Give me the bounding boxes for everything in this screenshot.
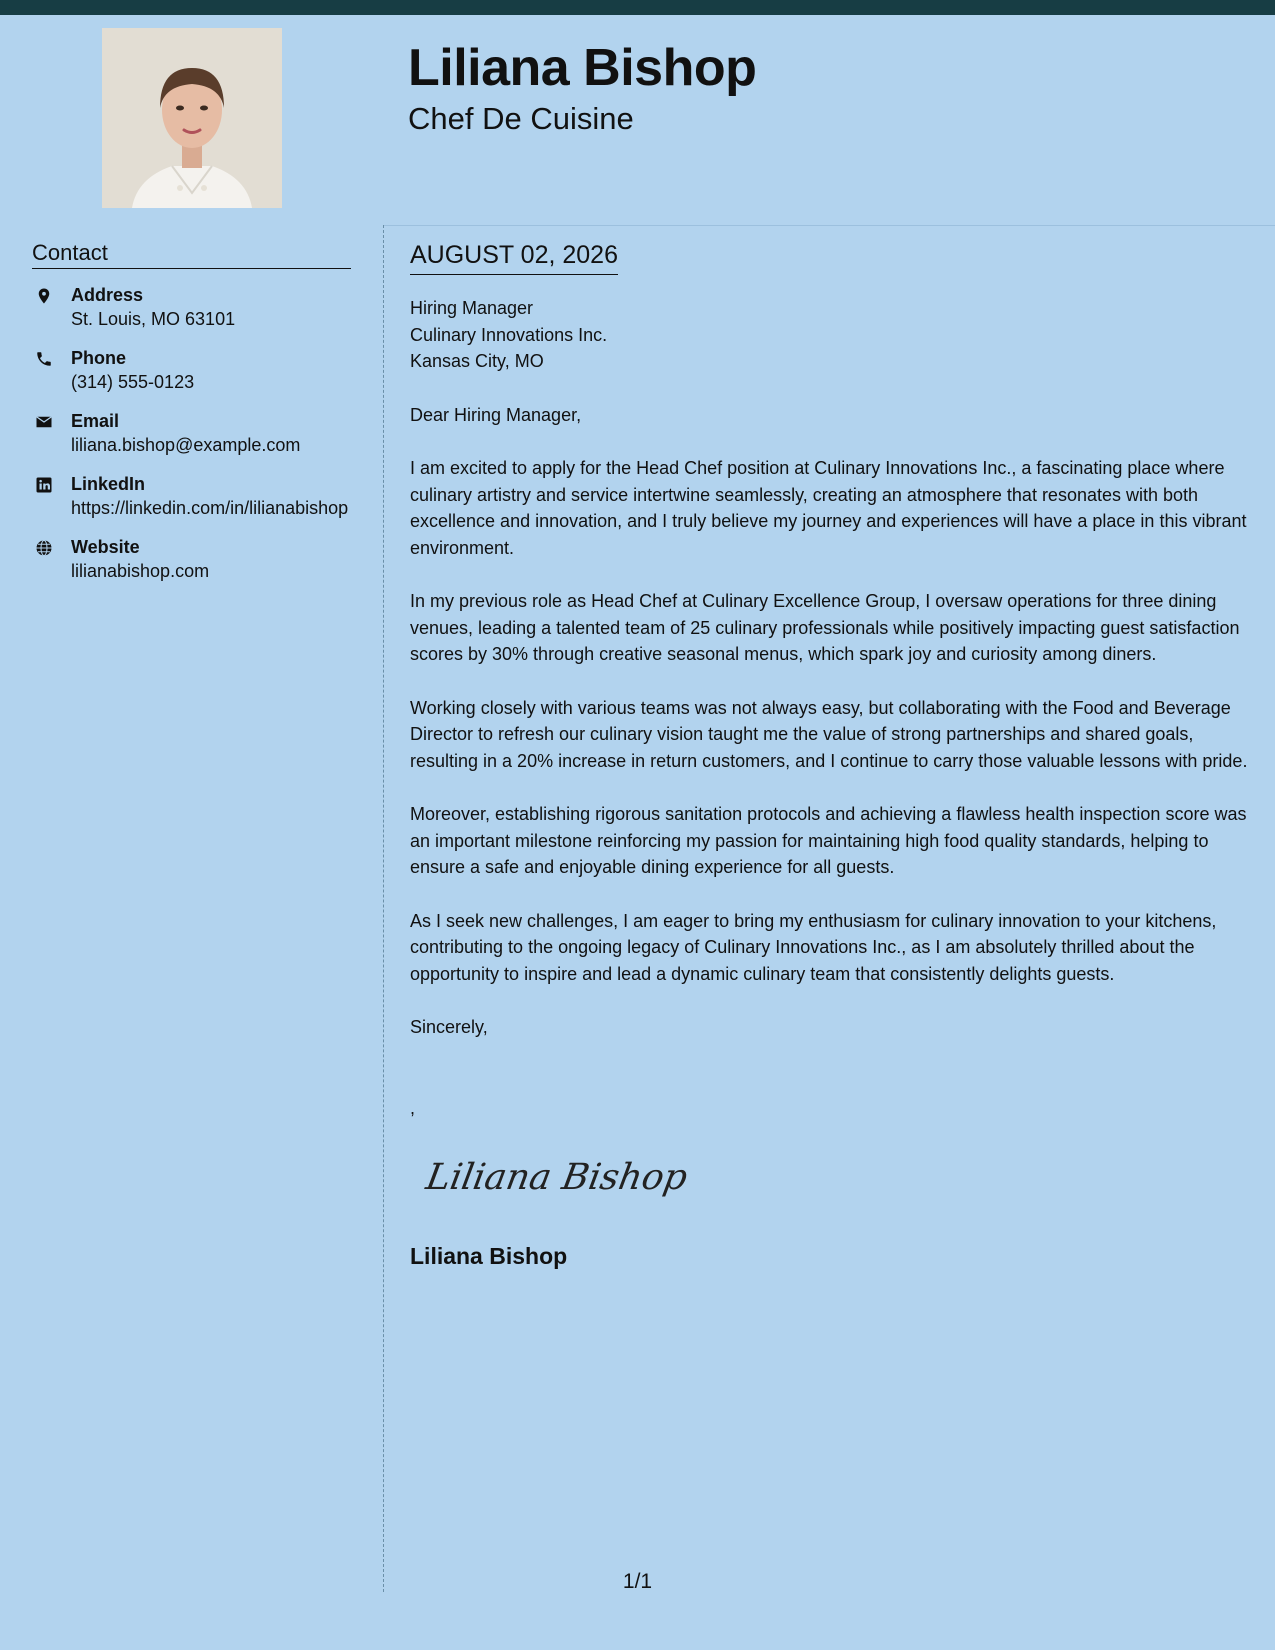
contact-label: Address <box>71 285 144 306</box>
contact-email <box>32 409 351 457</box>
letter-date: AUGUST 02, 2026 <box>410 240 618 275</box>
salutation: Dear Hiring Manager, <box>410 404 582 425</box>
letter-paragraph: Working closely with various teams was not always easy, but collaborating with the Food and Beverage Director to refresh our culinary vision taught me the value of strong partnerships and shared goals, resulting in a 20% increase in return customers, and I continue to carry those valuable lessons with pride. <box>410 697 1248 771</box>
recipient-line: Culinary Innovations Inc. <box>410 324 608 345</box>
contact-list <box>32 283 351 583</box>
portrait-image <box>102 28 282 208</box>
column-divider <box>383 225 384 1592</box>
contact-value[interactable]: https://linkedin.com/in/lilianabishop <box>71 498 349 519</box>
contact-label: LinkedIn <box>71 474 146 495</box>
contact-heading: Contact <box>32 240 351 269</box>
cover-letter-body <box>410 240 1252 1271</box>
comma-line: , <box>410 1097 416 1118</box>
signature-text: Liliana Bishop <box>423 1155 691 1198</box>
recipient-line: Kansas City, MO <box>410 351 544 371</box>
globe-icon <box>35 539 53 557</box>
phone-icon <box>35 350 53 368</box>
contact-value: St. Louis, MO 63101 <box>71 309 236 330</box>
letter-paragraph: I am excited to apply for the Head Chef position at Culinary Innovations Inc., a fascinating place where culinary artistry and service intertwine seamlessly, creating an atmosphere that resonates with both excellence and innovation, and I truly believe my journey and experiences will have a place in this vibrant environment. <box>410 458 1247 558</box>
signer-name: Liliana Bishop <box>410 1243 568 1269</box>
applicant-name: Liliana Bishop <box>408 39 757 97</box>
contact-website <box>32 535 351 583</box>
contact-address <box>32 283 351 331</box>
recipient-block <box>410 295 1252 375</box>
envelope-icon <box>35 413 53 431</box>
contact-label: Email <box>71 411 120 432</box>
contact-value[interactable]: lilianabishop.com <box>71 561 210 582</box>
letter-paragraph: In my previous role as Head Chef at Culinary Excellence Group, I oversaw operations for three dining venues, leading a talented team of 25 culinary professionals while positively impacting guest satisfaction scores by 30% through creative seasonal menus, which spark joy and curiosity among diners. <box>410 591 1240 664</box>
profile-photo <box>102 28 282 208</box>
handwritten-signature <box>423 1147 691 1207</box>
header-divider <box>383 225 1275 226</box>
contact-linkedin <box>32 472 351 520</box>
linkedin-icon <box>35 476 53 494</box>
closing: Sincerely, <box>410 1017 488 1037</box>
contact-label: Website <box>71 537 140 558</box>
contact-sidebar <box>32 240 351 598</box>
page-number: 1/1 <box>622 1570 653 1593</box>
location-pin-icon <box>35 287 53 305</box>
recipient-line: Hiring Manager <box>410 298 534 318</box>
contact-phone <box>32 346 351 394</box>
job-title: Chef De Cuisine <box>408 101 634 136</box>
letter-paragraph: Moreover, establishing rigorous sanitation protocols and achieving a flawless health inspection score was an important milestone reinforcing my passion for maintaining high food quality standards, helping to ensure a safe and enjoyable dining experience for all guests. <box>410 804 1247 877</box>
contact-label: Phone <box>71 348 127 369</box>
letter-paragraph: As I seek new challenges, I am eager to bring my enthusiasm for culinary innovation to your kitchens, contributing to the ongoing legacy of Culinary Innovations Inc., as I am absolutely thrilled about the opportunity to inspire and lead a dynamic culinary team that consistently delights guests. <box>410 910 1217 984</box>
contact-value: (314) 555-0123 <box>71 372 195 393</box>
top-bar <box>0 0 1275 15</box>
contact-value: liliana.bishop@example.com <box>71 435 301 456</box>
